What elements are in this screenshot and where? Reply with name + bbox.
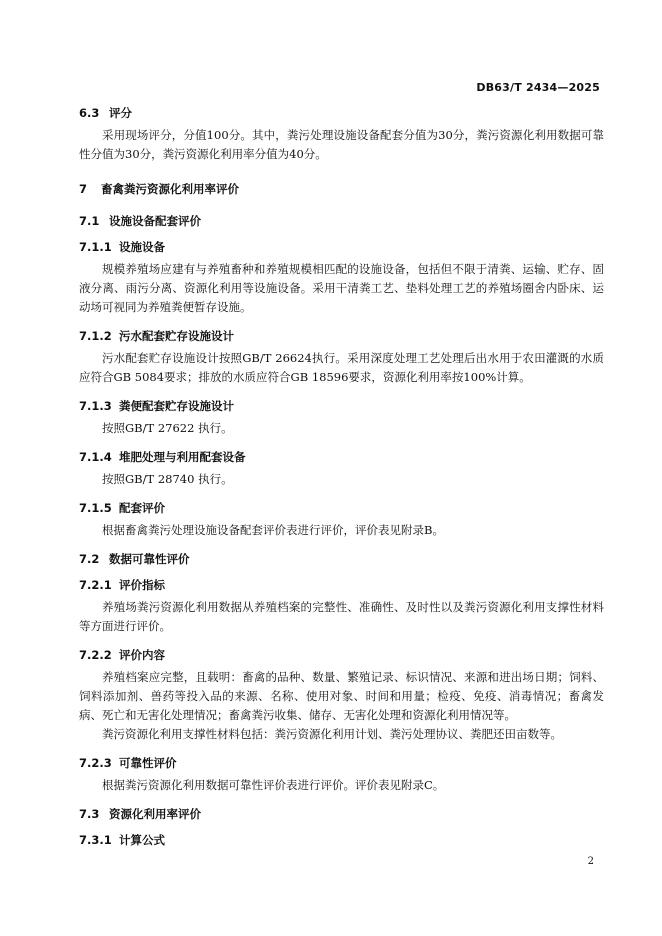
paragraph: 根据粪污资源化利用数据可靠性评价表进行评价。评价表见附录C。	[102, 778, 445, 792]
section-number: 7.1.3	[79, 399, 112, 413]
section-title: 设施设备	[119, 240, 165, 254]
subsection-heading	[79, 495, 604, 521]
subsection-heading	[79, 234, 604, 260]
paragraph: 按照GB/T 27622 执行。	[102, 421, 233, 435]
document-code: DB63/T 2434—2025	[476, 81, 600, 94]
section-number: 7.2.2	[79, 648, 112, 662]
chapter-heading	[79, 176, 604, 202]
section-heading	[79, 546, 604, 572]
section-number: 7.1	[79, 214, 100, 228]
paragraph: 按照GB/T 28740 执行。	[102, 472, 233, 486]
section-number: 7	[79, 182, 88, 196]
section-title: 评分	[109, 106, 132, 120]
section-heading	[79, 100, 604, 126]
section-number: 7.1.5	[79, 501, 112, 515]
section-title: 污水配套贮存设施设计	[119, 329, 234, 343]
section-number: 7.2.1	[79, 578, 112, 592]
section-heading	[79, 801, 604, 827]
paragraph: 根据畜禽粪污处理设施设备配套评价表进行评价，评价表见附录B。	[102, 523, 444, 537]
paragraph: 养殖档案应完整，且载明：畜禽的品种、数量、繁殖记录、标识情况、来源和进出场日期；饲料、饲料添加剂、兽药等投入品的来源、名称、使用对象、时间和用量；检疫、免疫、消毒情况；畜禽发病、死亡和无害化处理情况；畜禽粪污收集、储存、无害化处理和资源化利用情况等。	[79, 670, 604, 722]
section-title: 数据可靠性评价	[109, 552, 190, 566]
section-heading	[79, 208, 604, 234]
subsection-heading	[79, 750, 604, 776]
section-title: 粪便配套贮存设施设计	[119, 399, 234, 413]
subsection-heading	[79, 323, 604, 349]
page-number: 2	[587, 856, 594, 867]
subsection-heading	[79, 444, 604, 470]
section-title: 评价指标	[119, 578, 165, 592]
paragraph: 采用现场评分，分值100分。其中，粪污处理设施设备配套分值为30分，粪污资源化利用数据可靠性分值为30分，粪污资源化利用率分值为40分。	[79, 128, 604, 161]
subsection-heading	[79, 827, 604, 853]
paragraph: 污水配套贮存设施设计按照GB/T 26624执行。采用深度处理工艺处理后出水用于农田灌溉的水质应符合GB 5084要求；排放的水质应符合GB 18596要求，资源化利用率按100%计算。	[79, 351, 604, 384]
section-number: 7.3	[79, 807, 100, 821]
section-title: 可靠性评价	[119, 756, 177, 770]
subsection-heading	[79, 572, 604, 598]
section-title: 畜禽粪污资源化利用率评价	[101, 182, 239, 196]
section-number: 7.3.1	[79, 833, 112, 847]
subsection-heading	[79, 393, 604, 419]
section-title: 堆肥处理与利用配套设备	[119, 450, 246, 464]
section-number: 6.3	[79, 106, 100, 120]
section-number: 7.1.4	[79, 450, 112, 464]
section-title: 设施设备配套评价	[109, 214, 201, 228]
paragraph: 养殖场粪污资源化利用数据从养殖档案的完整性、准确性、及时性以及粪污资源化利用支撑性材料等方面进行评价。	[79, 600, 604, 633]
section-title: 评价内容	[119, 648, 165, 662]
section-number: 7.2.3	[79, 756, 112, 770]
section-number: 7.1.2	[79, 329, 112, 343]
document-body	[79, 100, 604, 853]
paragraph: 粪污资源化利用支撑性材料包括：粪污资源化利用计划、粪污处理协议、粪肥还田亩数等。	[102, 727, 562, 741]
section-number: 7.1.1	[79, 240, 112, 254]
section-title: 资源化利用率评价	[109, 807, 201, 821]
section-number: 7.2	[79, 552, 100, 566]
section-title: 配套评价	[119, 501, 165, 515]
subsection-heading	[79, 642, 604, 668]
section-title: 计算公式	[119, 833, 165, 847]
paragraph: 规模养殖场应建有与养殖畜种和养殖规模相匹配的设施设备，包括但不限于清粪、运输、贮存、固液分离、雨污分离、资源化利用等设施设备。采用干清粪工艺、垫料处理工艺的养殖场圈舍内卧床、运动场可视同为养殖粪便暂存设施。	[79, 262, 604, 314]
